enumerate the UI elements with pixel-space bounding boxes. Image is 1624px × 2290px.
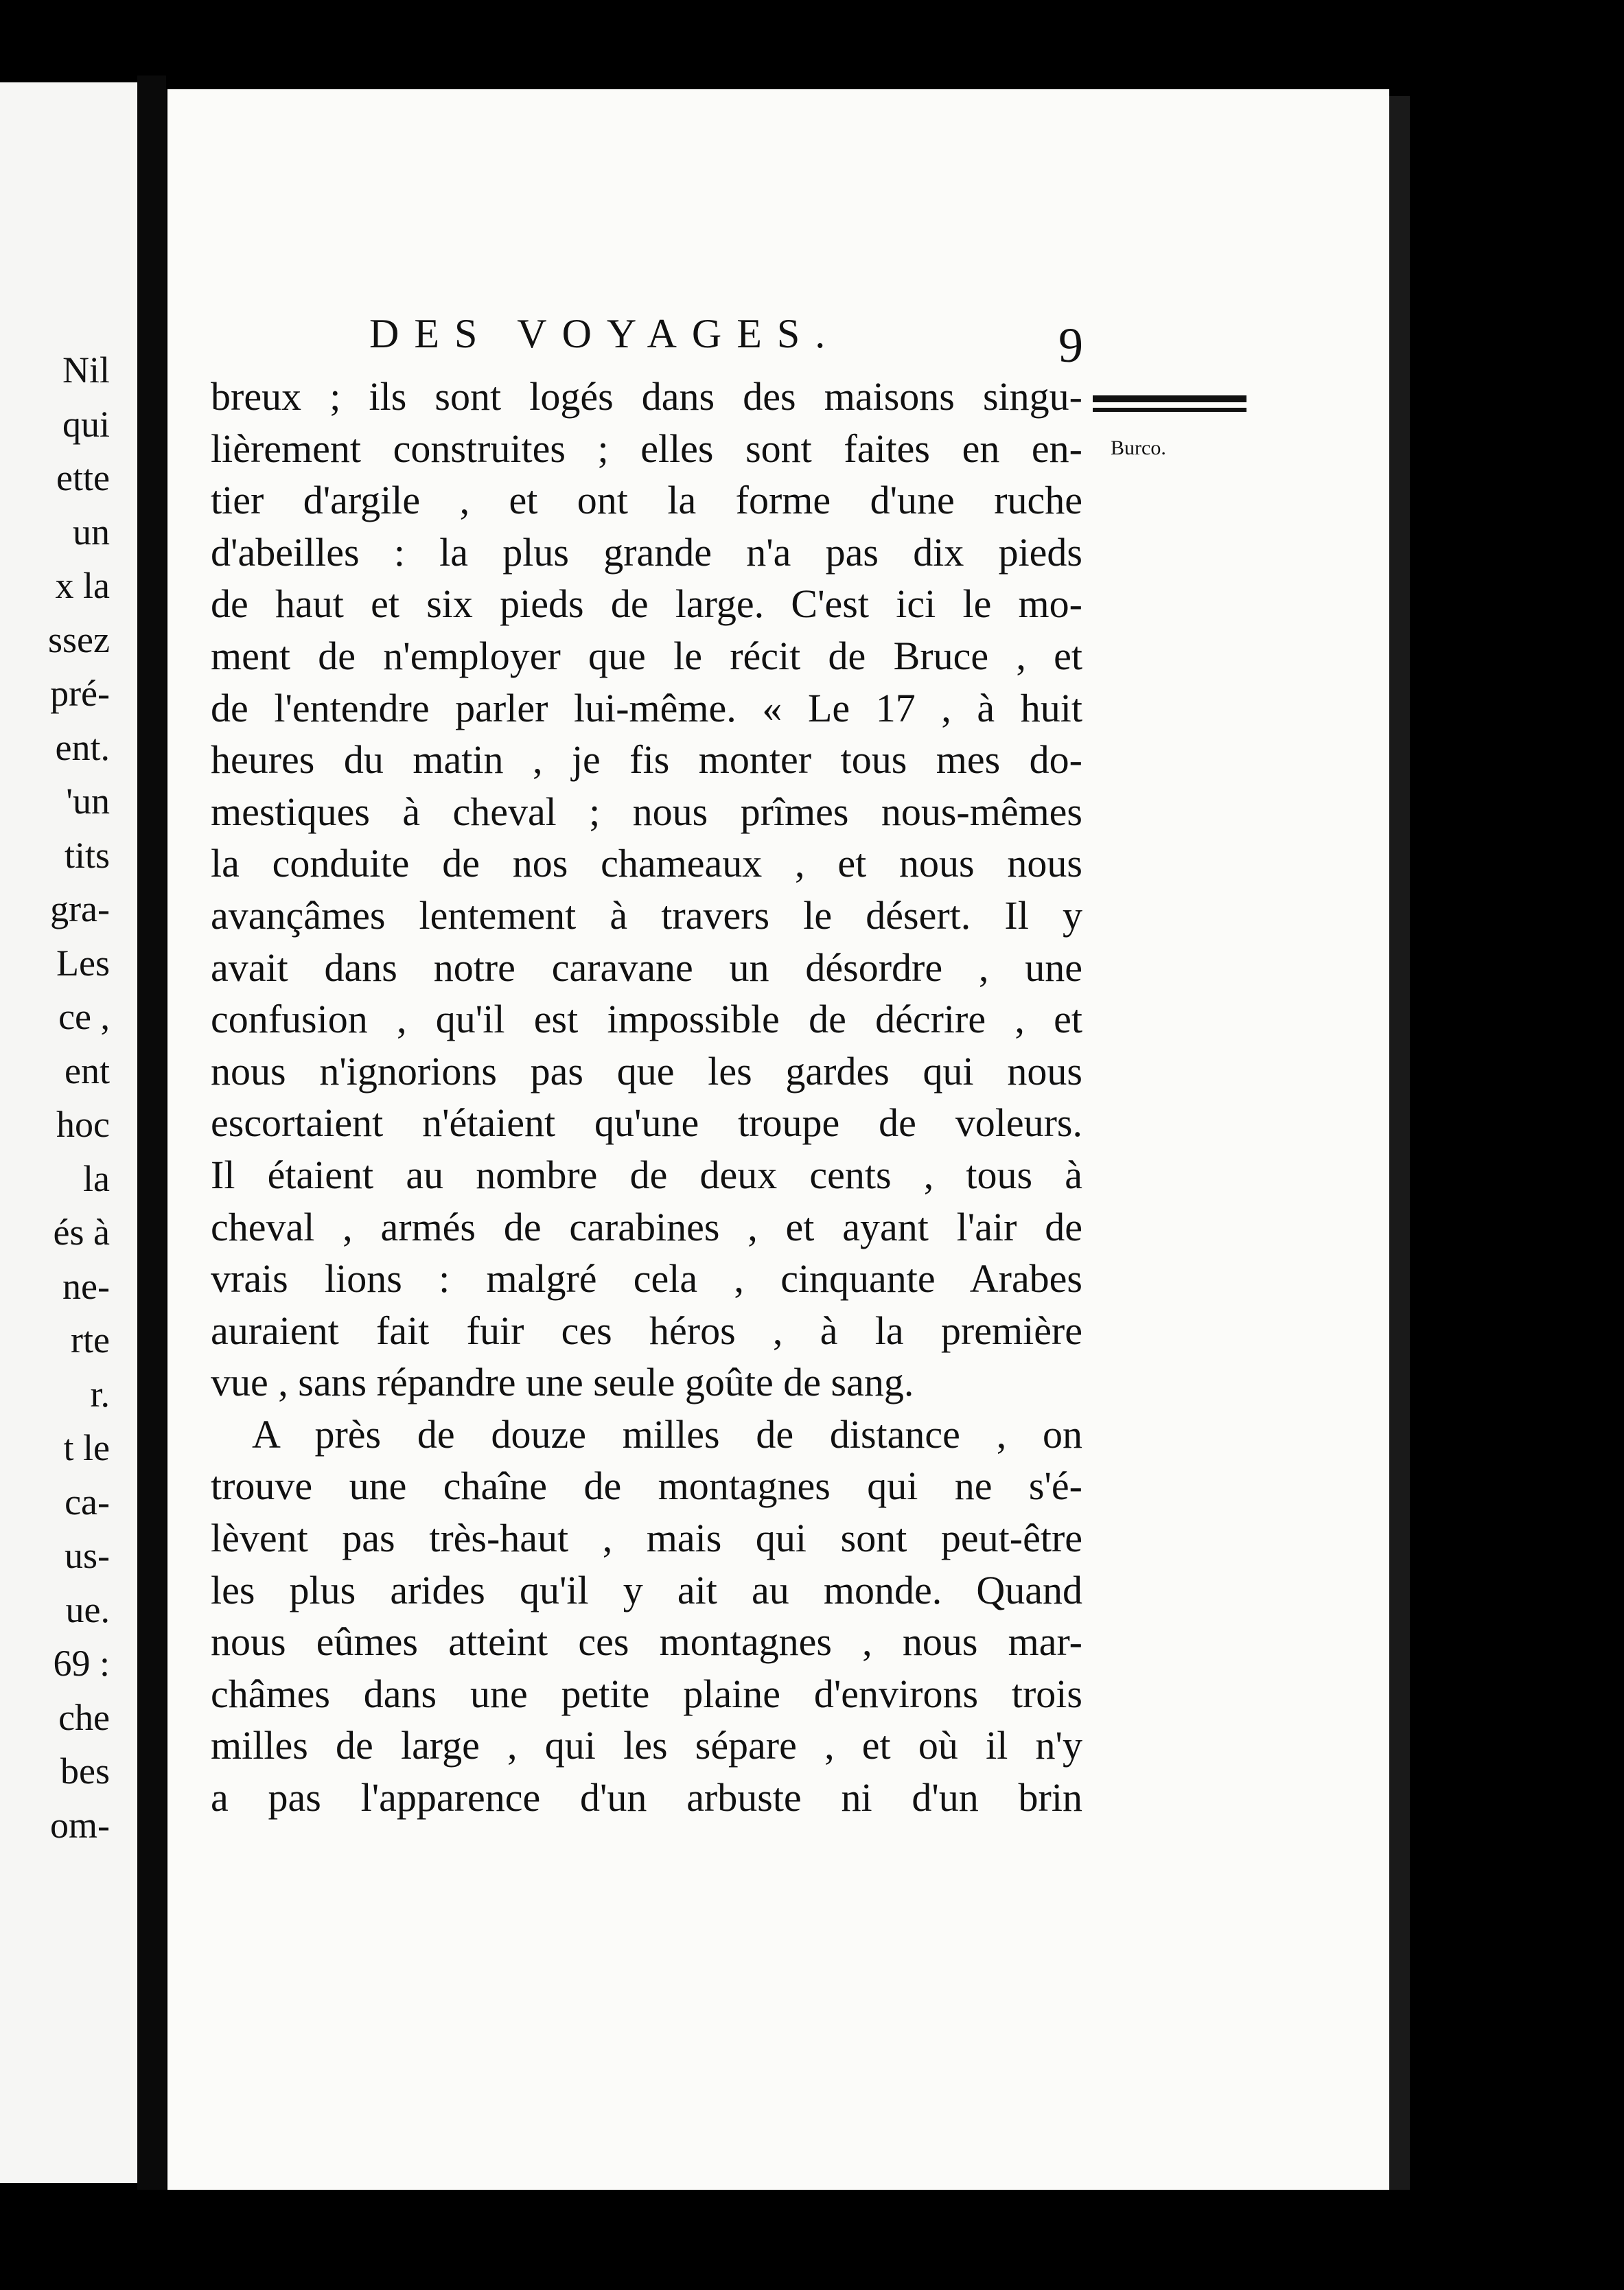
text-line: châmes dans une petite plaine d'environs trois — [211, 1671, 1082, 1716]
fragment-line: pré- — [50, 673, 110, 714]
text-line: les plus arides qu'il y ait au monde. Quand — [211, 1567, 1082, 1612]
fragment-line: x la — [55, 565, 110, 606]
marginal-note: Burco. — [1111, 437, 1166, 459]
page-number: 9 — [1058, 318, 1083, 373]
text-line: d'abeilles : la plus grande n'a pas dix pieds — [211, 529, 1082, 575]
text-line: de haut et six pieds de large. C'est ici le mo- — [211, 581, 1082, 627]
fragment-line: Nil — [62, 349, 110, 391]
text-line: breux ; ils sont logés dans des maisons singu- — [211, 374, 1082, 419]
fragment-line: ce , — [58, 996, 110, 1037]
fragment-line: la — [83, 1157, 110, 1199]
fragment-line: gra- — [50, 888, 110, 929]
margin-rule-2 — [1093, 408, 1246, 412]
text-line: lèvent pas très-haut , mais qui sont peut-être — [211, 1516, 1082, 1561]
fragment-line: tits — [64, 834, 110, 876]
text-line: heures du matin , je fis monter tous mes do- — [211, 737, 1082, 783]
text-line: vrais lions : malgré cela , cinquante Arabes — [211, 1256, 1082, 1302]
fragment-line: ca- — [65, 1481, 110, 1523]
text-line: la conduite de nos chameaux , et nous nous — [211, 841, 1082, 886]
fragment-line: és à — [53, 1212, 110, 1253]
text-line: cheval , armés de carabines , et ayant l'air de — [211, 1204, 1082, 1249]
fragment-line: qui — [62, 403, 110, 445]
fragment-line: Les — [56, 942, 110, 984]
running-head: DES VOYAGES. — [369, 311, 841, 356]
fragment-line: ue. — [65, 1588, 110, 1630]
fragment-line: bes — [60, 1750, 110, 1792]
fragment-line: 'un — [66, 780, 110, 822]
text-line: trouve une chaîne de montagnes qui ne s'é- — [211, 1464, 1082, 1509]
text-line: tier d'argile , et ont la forme d'une ruche — [211, 478, 1082, 523]
text-line: nous n'ignorions pas que les gardes qui nous — [211, 1048, 1082, 1094]
fragment-line: che — [58, 1696, 110, 1738]
text-line: a pas l'apparence d'un arbuste ni d'un brin — [211, 1775, 1082, 1820]
fragment-line: us- — [65, 1535, 110, 1576]
text-line: vue , sans répandre une seule goûte de sang. — [211, 1360, 914, 1405]
text-line: escortaient n'étaient qu'une troupe de voleurs. — [211, 1100, 1082, 1146]
text-line: de l'entendre parler lui-même. « Le 17 , à huit — [211, 685, 1082, 730]
text-line: avançâmes lentement à travers le désert. Il y — [211, 892, 1082, 938]
fragment-line: r. — [90, 1373, 110, 1415]
text-line: lièrement construites ; elles sont faites en en- — [211, 426, 1082, 471]
text-line: mestiques à cheval ; nous prîmes nous-mêmes — [211, 789, 1082, 834]
fragment-line: ent — [65, 1050, 110, 1091]
body-text — [211, 371, 1082, 1824]
fragment-line: t le — [63, 1427, 110, 1468]
fragment-line: om- — [50, 1804, 110, 1846]
fragment-line: rte — [71, 1319, 110, 1361]
left-page-fragments — [0, 343, 110, 1852]
text-line: nous eûmes atteint ces montagnes , nous mar- — [211, 1619, 1082, 1665]
text-line: Il étaient au nombre de deux cents , tous à — [211, 1152, 1082, 1197]
fragment-line: ssez — [48, 618, 110, 660]
page-gutter — [137, 76, 166, 2190]
fragment-line: hoc — [56, 1104, 110, 1145]
fragment-line: 69 : — [53, 1643, 110, 1684]
fragment-line: ette — [56, 457, 110, 498]
fragment-line: ne- — [62, 1265, 110, 1307]
margin-rule-1 — [1093, 395, 1246, 402]
text-line: avait dans notre caravane un désordre , une — [211, 945, 1082, 990]
text-line: confusion , qu'il est impossible de décrire , et — [211, 997, 1082, 1042]
text-line: A près de douze milles de distance , on — [252, 1411, 1082, 1457]
fragment-line: ent. — [55, 726, 110, 768]
text-line: auraient fait fuir ces héros , à la première — [211, 1308, 1082, 1353]
fragment-line: un — [73, 511, 110, 553]
text-line: ment de n'employer que le récit de Bruce , et — [211, 633, 1082, 678]
text-line: milles de large , qui les sépare , et où il n'y — [211, 1723, 1082, 1768]
